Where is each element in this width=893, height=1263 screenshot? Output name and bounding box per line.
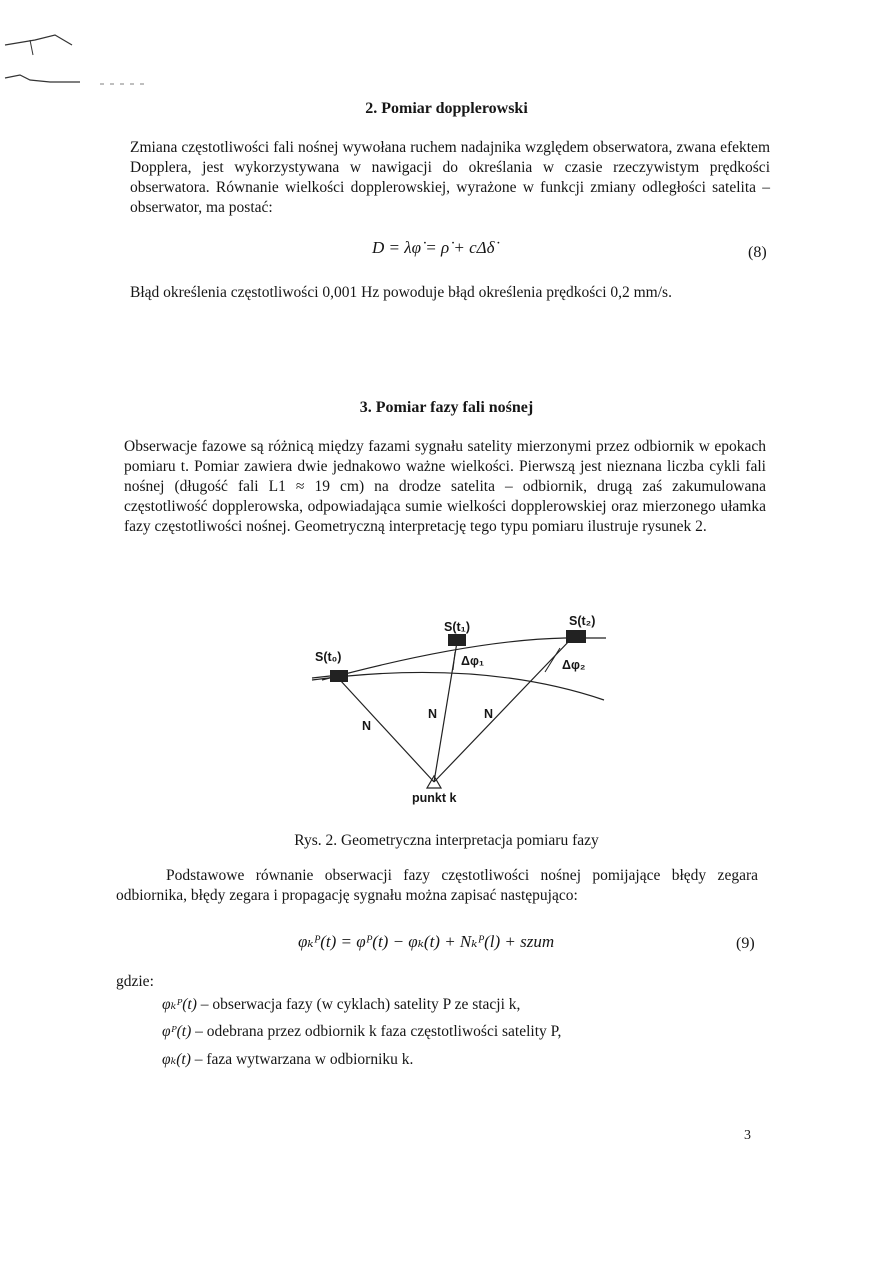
label-s-t1: S(t₁) <box>444 620 470 634</box>
equation-9-number: (9) <box>736 935 755 952</box>
label-delta-phi-1: Δφ₁ <box>461 654 485 668</box>
satellite-t1-icon <box>448 634 466 646</box>
scan-mark-decoration <box>0 0 160 100</box>
definition-1 <box>162 995 520 1014</box>
section-3-paragraph: Obserwacje fazowe są różnicą między fazami sygnału satelity mierzonymi przez odbiornik w epokach pomiaru t. Pomiar zawiera dwie jednakowo ważne wielkości. Pierwszą jest nieznana liczba cykli fali nośnej (długość fali L1 ≈ 19 cm) na drodze satelita – odbiornik, drugą zaś zakumulowana częstotliwość dopplerowska, odpowiadająca sumie wielkości dopplerowskiej oraz mierzonego ułamka fazy częstotliwości nośnej. Geometryczną interpretację tego typu pomiaru ilustruje rysunek 2. <box>124 438 766 535</box>
satellite-t2-icon <box>566 630 586 643</box>
line-s0-to-k <box>340 680 434 782</box>
section-2-title: 2. Pomiar dopplerowski <box>365 100 528 117</box>
definition-2 <box>162 1023 561 1041</box>
figure-caption: Rys. 2. Geometryczna interpretacja pomiaru fazy <box>294 832 599 849</box>
satellite-t0-icon <box>330 670 348 682</box>
equation-9: φₖᴾ(t) = φᴾ(t) − φₖ(t) + Nₖᴾ(l) + szum <box>298 932 555 951</box>
definition-2-symbol: φᴾ(t) <box>162 1023 192 1040</box>
label-s-t0: S(t₀) <box>315 650 342 664</box>
definition-3-text: – faza wytwarzana w odbiorniku k. <box>190 1051 414 1068</box>
section-3-equation-intro: Podstawowe równanie obserwacji fazy częstotliwości nośnej pomijające błędy zegara odbiornika, błędy zegara i propagację sygnału można zapisać następująco: <box>116 867 758 904</box>
label-s-t2: S(t₂) <box>569 614 596 628</box>
definition-3-symbol: φₖ(t) <box>162 1051 191 1068</box>
equation-8-number: (8) <box>748 244 767 261</box>
section-2-paragraph: Zmiana częstotliwości fali nośnej wywołana ruchem nadajnika względem obserwatora, zwana efektem Dopplera, jest wykorzystywana w nawigacji do określania w czasie rzeczywistym prędkości obserwatora. Równanie wielkości dopplerowskiej, wyrażone w funkcji zmiany odległości satelita – obserwator, ma postać: <box>130 139 770 216</box>
page-number: 3 <box>744 1128 751 1143</box>
definition-3 <box>162 1050 413 1069</box>
label-delta-phi-2: Δφ₂ <box>562 658 586 672</box>
label-point-k: punkt k <box>412 791 457 805</box>
label-n-middle: N <box>428 707 438 721</box>
section-2-note: Błąd określenia częstotliwości 0,001 Hz powoduje błąd określenia prędkości 0,2 mm/s. <box>130 284 672 301</box>
label-n-right: N <box>484 707 494 721</box>
reference-arc <box>312 672 604 700</box>
label-n-left: N <box>362 719 372 733</box>
section-3-title: 3. Pomiar fazy fali nośnej <box>359 399 534 416</box>
definition-1-symbol: φₖᴾ(t) <box>162 996 197 1013</box>
where-label: gdzie: <box>116 973 154 990</box>
definition-2-text: – odebrana przez odbiornik k faza częstotliwości satelity P, <box>191 1023 562 1040</box>
definition-1-text: – obserwacja fazy (w cyklach) satelity P ze stacji k, <box>196 996 521 1013</box>
equation-8: D = λφ̇ = ρ̇ + cΔδ̇ <box>372 238 495 257</box>
